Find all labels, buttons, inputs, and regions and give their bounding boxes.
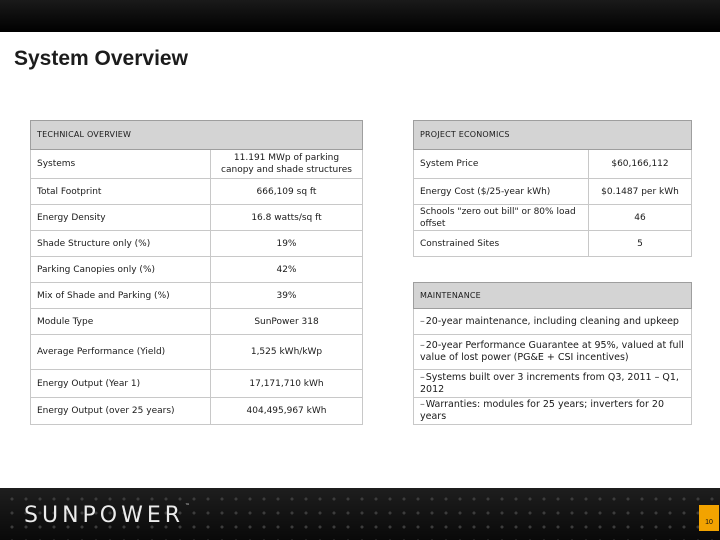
row-label: Energy Output (Year 1) (31, 370, 211, 398)
row-value: 666,109 sq ft (211, 179, 363, 205)
top-bar (0, 0, 720, 32)
page-title: System Overview (14, 47, 188, 70)
list-item (414, 370, 692, 398)
dash-bullet-icon: – (420, 315, 425, 327)
row-value: 16.8 watts/sq ft (211, 205, 363, 231)
technical-overview-header: TECHNICAL OVERVIEW (31, 121, 363, 150)
row-label: Schools "zero out bill" or 80% load offset (414, 205, 589, 231)
logo-text: SUNPOWER (24, 503, 185, 528)
table-row (414, 231, 692, 257)
table-row (31, 231, 363, 257)
table-row (31, 150, 363, 179)
row-label: System Price (414, 150, 589, 179)
dash-bullet-icon: – (420, 399, 425, 410)
row-label: Energy Density (31, 205, 211, 231)
row-label: Average Performance (Yield) (31, 335, 211, 370)
table-row (414, 205, 692, 231)
technical-overview-table (30, 120, 363, 425)
maintenance-item: 20-year maintenance, including cleaning and upkeep (425, 315, 679, 327)
row-value: 5 (589, 231, 692, 257)
list-item (414, 335, 692, 370)
row-value: 1,525 kWh/kWp (211, 335, 363, 370)
maintenance-item: Systems built over 3 increments from Q3, 2011 – Q1, 2012 (420, 371, 679, 395)
table-row (31, 335, 363, 370)
dash-bullet-icon: – (420, 340, 425, 351)
row-value: 19% (211, 231, 363, 257)
maintenance-table (413, 282, 692, 425)
row-value: 404,495,967 kWh (211, 398, 363, 425)
row-label: Energy Cost ($/25-year kWh) (414, 179, 589, 205)
maintenance-item: Warranties: modules for 25 years; inverters for 20 years (420, 399, 664, 422)
row-value: 42% (211, 257, 363, 283)
row-label: Module Type (31, 309, 211, 335)
table-row (414, 150, 692, 179)
row-value: SunPower 318 (211, 309, 363, 335)
table-row (31, 370, 363, 398)
table-row (31, 257, 363, 283)
row-label: Mix of Shade and Parking (%) (31, 283, 211, 309)
table-row (31, 179, 363, 205)
maintenance-item: 20-year Performance Guarantee at 95%, valued at full value of lost power (PG&E + CSI incentives) (420, 340, 684, 363)
project-economics-header: PROJECT ECONOMICS (414, 121, 692, 150)
row-value: 46 (589, 205, 692, 231)
list-item (414, 398, 692, 425)
row-value: 11.191 MWp of parking canopy and shade structures (211, 150, 363, 179)
row-label: Total Footprint (31, 179, 211, 205)
row-value: $0.1487 per kWh (589, 179, 692, 205)
sunpower-logo (24, 503, 190, 528)
row-value: $60,166,112 (589, 150, 692, 179)
maintenance-header: MAINTENANCE (414, 283, 692, 309)
row-value: 39% (211, 283, 363, 309)
table-row (31, 205, 363, 231)
trademark-mark: ™ (185, 503, 191, 509)
row-label: Parking Canopies only (%) (31, 257, 211, 283)
table-row (31, 398, 363, 425)
row-value: 17,171,710 kWh (211, 370, 363, 398)
table-row (414, 179, 692, 205)
table-row (31, 283, 363, 309)
dash-bullet-icon: – (420, 371, 425, 383)
table-row (31, 309, 363, 335)
list-item (414, 309, 692, 335)
row-label: Constrained Sites (414, 231, 589, 257)
row-label: Systems (31, 150, 211, 179)
page-number: 10 (699, 505, 719, 531)
row-label: Shade Structure only (%) (31, 231, 211, 257)
project-economics-table (413, 120, 692, 257)
row-label: Energy Output (over 25 years) (31, 398, 211, 425)
